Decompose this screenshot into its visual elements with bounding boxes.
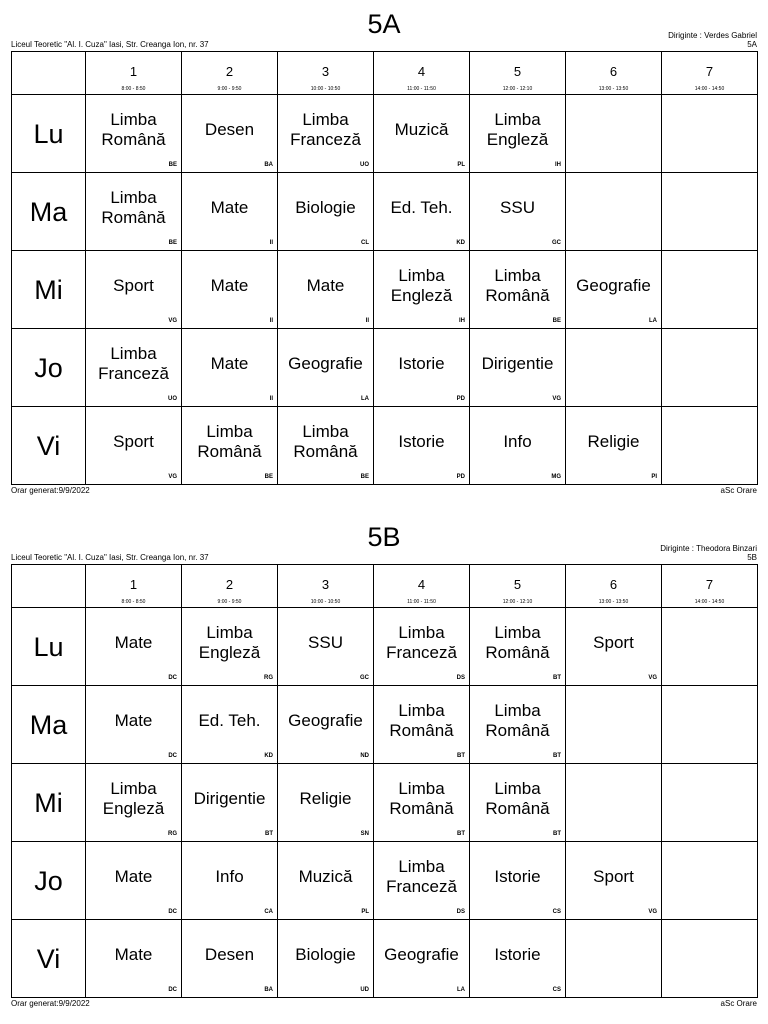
- period-time: 11:00 - 11:50: [407, 599, 436, 605]
- subject-name: Geografie: [288, 710, 363, 730]
- teacher-code: GC: [552, 240, 561, 246]
- day-label: Lu: [33, 631, 64, 662]
- period-time: 12:00 - 12:10: [502, 599, 533, 605]
- day-cell: [12, 686, 86, 764]
- day-row: [12, 608, 758, 686]
- subject-name: Geografie: [288, 353, 363, 373]
- lesson-cell: [470, 173, 566, 251]
- teacher-code: DS: [456, 675, 465, 681]
- subject-name: Info: [503, 431, 532, 451]
- subject-name: Muzică: [394, 119, 449, 139]
- lesson-cell: [470, 608, 566, 686]
- day-label: Vi: [36, 430, 61, 461]
- period-number: 5: [513, 64, 522, 79]
- lesson-cell: [662, 95, 758, 173]
- subject-name: SSU: [500, 197, 535, 217]
- period-header: [470, 565, 566, 608]
- lesson-cell: [182, 686, 278, 764]
- lesson-cell: [86, 608, 182, 686]
- lesson-cell: [662, 329, 758, 407]
- lesson-cell: [470, 251, 566, 329]
- lesson-cell: [278, 95, 374, 173]
- teacher-code: IH: [459, 318, 465, 324]
- teacher-code: KD: [264, 753, 273, 759]
- lesson-cell: [470, 329, 566, 407]
- day-label: Ma: [29, 709, 68, 740]
- teacher-code: II: [269, 240, 273, 246]
- diriginte-label: Diriginte : Verdes Gabriel: [668, 31, 757, 40]
- period-time: 13:00 - 13:50: [598, 86, 629, 92]
- timetable-grid: [11, 564, 758, 998]
- lesson-cell: [662, 608, 758, 686]
- period-number: 3: [321, 64, 330, 79]
- corner-cell: [12, 565, 86, 608]
- teacher-code: VG: [552, 396, 561, 402]
- teacher-code: RG: [264, 675, 273, 681]
- day-row: [12, 329, 758, 407]
- lesson-cell: [182, 407, 278, 485]
- period-header: [374, 565, 470, 608]
- school-name: Liceul Teoretic "Al. I. Cuza" Iasi, Str. Creanga Ion, nr. 37: [11, 40, 209, 49]
- teacher-code: BE: [168, 240, 177, 246]
- lesson-cell: [662, 407, 758, 485]
- day-row: [12, 764, 758, 842]
- lesson-cell: [374, 920, 470, 998]
- teacher-code: VG: [168, 318, 177, 324]
- header-row: [12, 52, 758, 95]
- lesson-cell: [182, 173, 278, 251]
- period-number: 5: [513, 577, 522, 592]
- day-label: Ma: [29, 196, 68, 227]
- teacher-code: BE: [552, 318, 561, 324]
- teacher-code: DC: [168, 753, 177, 759]
- subject-name: Mate: [210, 353, 249, 373]
- subject-name: Info: [215, 866, 244, 886]
- day-cell: [12, 608, 86, 686]
- lesson-cell: [374, 95, 470, 173]
- lesson-cell: [278, 842, 374, 920]
- period-time: 10:00 - 10:50: [310, 86, 341, 92]
- teacher-code: CS: [552, 987, 561, 993]
- lesson-cell: [374, 686, 470, 764]
- subject-name: Limba Română: [101, 187, 166, 227]
- teacher-code: UO: [168, 396, 177, 402]
- lesson-cell: [374, 329, 470, 407]
- period-header: [566, 52, 662, 95]
- lesson-cell: [86, 842, 182, 920]
- lesson-cell: [182, 842, 278, 920]
- lesson-cell: [182, 95, 278, 173]
- lesson-cell: [278, 329, 374, 407]
- timetable-block: [0, 0, 768, 510]
- lesson-cell: [470, 95, 566, 173]
- teacher-code: VG: [648, 675, 657, 681]
- period-time: 14:00 - 14:50: [694, 86, 725, 92]
- teacher-code: BE: [264, 474, 273, 480]
- lesson-cell: [86, 95, 182, 173]
- subject-name: Geografie: [384, 944, 459, 964]
- lesson-cell: [278, 608, 374, 686]
- period-header: [374, 52, 470, 95]
- class-code: 5B: [747, 553, 757, 562]
- lesson-cell: [566, 95, 662, 173]
- subject-name: Limba Engleză: [102, 778, 165, 818]
- teacher-code: BT: [553, 753, 561, 759]
- subject-name: Limba Engleză: [198, 622, 261, 662]
- period-number: 1: [129, 64, 138, 79]
- lesson-cell: [662, 842, 758, 920]
- lesson-cell: [374, 251, 470, 329]
- lesson-cell: [182, 920, 278, 998]
- day-cell: [12, 173, 86, 251]
- lesson-cell: [374, 173, 470, 251]
- lesson-cell: [470, 407, 566, 485]
- subject-name: Mate: [210, 275, 249, 295]
- subject-name: Istorie: [494, 944, 541, 964]
- teacher-code: PD: [456, 474, 465, 480]
- subject-name: Istorie: [398, 431, 445, 451]
- day-row: [12, 842, 758, 920]
- period-number: 7: [705, 64, 714, 79]
- subject-name: Dirigentie: [481, 353, 554, 373]
- lesson-cell: [182, 329, 278, 407]
- lesson-cell: [86, 686, 182, 764]
- subject-name: Limba Română: [485, 700, 550, 740]
- subject-name: Limba Franceză: [98, 343, 169, 383]
- subject-name: Mate: [306, 275, 345, 295]
- lesson-cell: [470, 842, 566, 920]
- subject-name: Religie: [299, 788, 352, 808]
- lesson-cell: [86, 173, 182, 251]
- period-header: [662, 565, 758, 608]
- subject-name: Limba Franceză: [386, 856, 457, 896]
- subject-name: Ed. Teh.: [390, 197, 453, 217]
- lesson-cell: [278, 920, 374, 998]
- lesson-cell: [374, 764, 470, 842]
- lesson-cell: [278, 686, 374, 764]
- period-number: 4: [417, 64, 426, 79]
- subject-name: Sport: [593, 632, 634, 652]
- lesson-cell: [374, 407, 470, 485]
- day-label: Jo: [34, 352, 63, 383]
- day-row: [12, 95, 758, 173]
- day-cell: [12, 920, 86, 998]
- subject-name: Mate: [114, 632, 153, 652]
- teacher-code: BT: [553, 831, 561, 837]
- lesson-cell: [278, 407, 374, 485]
- period-number: 6: [609, 64, 618, 79]
- period-number: 4: [417, 577, 426, 592]
- teacher-code: DS: [456, 909, 465, 915]
- subject-name: Desen: [204, 119, 255, 139]
- subject-name: Sport: [593, 866, 634, 886]
- teacher-code: BE: [360, 474, 369, 480]
- period-number: 2: [225, 577, 234, 592]
- lesson-cell: [662, 920, 758, 998]
- lesson-cell: [566, 329, 662, 407]
- day-label: Lu: [33, 118, 64, 149]
- teacher-code: PL: [361, 909, 369, 915]
- lesson-cell: [86, 329, 182, 407]
- header-row: [12, 565, 758, 608]
- teacher-code: IH: [555, 162, 561, 168]
- lesson-cell: [374, 608, 470, 686]
- teacher-code: BT: [553, 675, 561, 681]
- subject-name: Istorie: [494, 866, 541, 886]
- lesson-cell: [566, 764, 662, 842]
- lesson-cell: [662, 251, 758, 329]
- teacher-code: DC: [168, 909, 177, 915]
- teacher-code: LA: [457, 987, 465, 993]
- period-number: 3: [321, 577, 330, 592]
- period-header: [470, 52, 566, 95]
- lesson-cell: [566, 173, 662, 251]
- day-label: Mi: [34, 274, 63, 305]
- software-credit: aSc Orare: [720, 486, 757, 495]
- lesson-cell: [470, 920, 566, 998]
- teacher-code: PD: [456, 396, 465, 402]
- day-row: [12, 251, 758, 329]
- subject-name: Sport: [113, 275, 154, 295]
- period-header: [566, 565, 662, 608]
- subject-name: Limba Franceză: [290, 109, 361, 149]
- lesson-cell: [470, 764, 566, 842]
- teacher-code: KD: [456, 240, 465, 246]
- generated-date: Orar generat:9/9/2022: [11, 486, 90, 495]
- teacher-code: VG: [168, 474, 177, 480]
- period-header: [182, 52, 278, 95]
- lesson-cell: [86, 251, 182, 329]
- teacher-code: UD: [360, 987, 369, 993]
- teacher-code: UO: [360, 162, 369, 168]
- subject-name: Mate: [114, 710, 153, 730]
- subject-name: Dirigentie: [193, 788, 266, 808]
- period-time: 9:00 - 9:50: [217, 599, 242, 605]
- diriginte-label: Diriginte : Theodora Binzari: [660, 544, 757, 553]
- day-row: [12, 920, 758, 998]
- period-header: [86, 565, 182, 608]
- subject-name: Limba Română: [389, 700, 454, 740]
- subject-name: Mate: [114, 944, 153, 964]
- lesson-cell: [662, 686, 758, 764]
- lesson-cell: [566, 842, 662, 920]
- class-title: 5B: [367, 522, 401, 552]
- lesson-cell: [86, 764, 182, 842]
- subject-name: Biologie: [295, 197, 356, 217]
- period-header: [278, 52, 374, 95]
- lesson-cell: [662, 764, 758, 842]
- subject-name: Limba Română: [197, 421, 262, 461]
- period-header: [278, 565, 374, 608]
- subject-name: Mate: [210, 197, 249, 217]
- teacher-code: BT: [457, 831, 465, 837]
- lesson-cell: [278, 764, 374, 842]
- period-number: 1: [129, 577, 138, 592]
- subject-name: Limba Română: [293, 421, 358, 461]
- subject-name: Limba Română: [485, 622, 550, 662]
- subject-name: Sport: [113, 431, 154, 451]
- subject-name: Ed. Teh.: [198, 710, 261, 730]
- period-time: 14:00 - 14:50: [694, 599, 725, 605]
- day-row: [12, 686, 758, 764]
- subject-name: Limba Engleză: [486, 109, 549, 149]
- period-time: 8:00 - 8:50: [121, 86, 146, 92]
- day-label: Jo: [34, 865, 63, 896]
- lesson-cell: [566, 920, 662, 998]
- period-header: [182, 565, 278, 608]
- day-label: Vi: [36, 943, 61, 974]
- generated-date: Orar generat:9/9/2022: [11, 999, 90, 1008]
- teacher-code: SN: [360, 831, 369, 837]
- period-time: 13:00 - 13:50: [598, 599, 629, 605]
- day-cell: [12, 95, 86, 173]
- school-name: Liceul Teoretic "Al. I. Cuza" Iasi, Str. Creanga Ion, nr. 37: [11, 553, 209, 562]
- subject-name: Limba Franceză: [386, 622, 457, 662]
- timetable-grid: [11, 51, 758, 485]
- lesson-cell: [182, 764, 278, 842]
- lesson-cell: [662, 173, 758, 251]
- teacher-code: VG: [648, 909, 657, 915]
- period-time: 11:00 - 11:50: [407, 86, 436, 92]
- corner-cell: [12, 52, 86, 95]
- teacher-code: II: [269, 318, 273, 324]
- teacher-code: DC: [168, 675, 177, 681]
- lesson-cell: [566, 686, 662, 764]
- period-time: 8:00 - 8:50: [121, 599, 146, 605]
- teacher-code: LA: [649, 318, 657, 324]
- teacher-code: ND: [360, 753, 369, 759]
- teacher-code: MG: [551, 474, 561, 480]
- class-title: 5A: [367, 9, 401, 39]
- teacher-code: BA: [264, 162, 273, 168]
- lesson-cell: [278, 251, 374, 329]
- teacher-code: CL: [361, 240, 369, 246]
- period-number: 7: [705, 577, 714, 592]
- period-number: 6: [609, 577, 618, 592]
- day-cell: [12, 764, 86, 842]
- teacher-code: BA: [264, 987, 273, 993]
- teacher-code: GC: [360, 675, 369, 681]
- teacher-code: II: [269, 396, 273, 402]
- subject-name: Limba Română: [101, 109, 166, 149]
- teacher-code: BT: [265, 831, 273, 837]
- class-code: 5A: [747, 40, 757, 49]
- teacher-code: BT: [457, 753, 465, 759]
- period-header: [86, 52, 182, 95]
- subject-name: Desen: [204, 944, 255, 964]
- lesson-cell: [182, 608, 278, 686]
- teacher-code: PI: [651, 474, 657, 480]
- teacher-code: II: [365, 318, 369, 324]
- subject-name: Limba Engleză: [390, 265, 453, 305]
- teacher-code: DC: [168, 987, 177, 993]
- lesson-cell: [86, 920, 182, 998]
- day-row: [12, 173, 758, 251]
- period-time: 9:00 - 9:50: [217, 86, 242, 92]
- lesson-cell: [182, 251, 278, 329]
- day-label: Mi: [34, 787, 63, 818]
- teacher-code: CS: [552, 909, 561, 915]
- teacher-code: RG: [168, 831, 177, 837]
- software-credit: aSc Orare: [720, 999, 757, 1008]
- lesson-cell: [566, 608, 662, 686]
- subject-name: Religie: [587, 431, 640, 451]
- subject-name: Geografie: [576, 275, 651, 295]
- period-number: 2: [225, 64, 234, 79]
- day-cell: [12, 251, 86, 329]
- teacher-code: LA: [361, 396, 369, 402]
- lesson-cell: [278, 173, 374, 251]
- day-row: [12, 407, 758, 485]
- lesson-cell: [566, 251, 662, 329]
- period-time: 12:00 - 12:10: [502, 86, 533, 92]
- lesson-cell: [566, 407, 662, 485]
- day-cell: [12, 407, 86, 485]
- subject-name: Limba Română: [485, 265, 550, 305]
- lesson-cell: [470, 686, 566, 764]
- subject-name: Mate: [114, 866, 153, 886]
- lesson-cell: [374, 842, 470, 920]
- lesson-cell: [86, 407, 182, 485]
- subject-name: SSU: [308, 632, 343, 652]
- teacher-code: CA: [264, 909, 273, 915]
- subject-name: Biologie: [295, 944, 356, 964]
- period-time: 10:00 - 10:50: [310, 599, 341, 605]
- day-cell: [12, 329, 86, 407]
- teacher-code: PL: [457, 162, 465, 168]
- teacher-code: BE: [168, 162, 177, 168]
- subject-name: Limba Română: [389, 778, 454, 818]
- subject-name: Muzică: [298, 866, 353, 886]
- subject-name: Istorie: [398, 353, 445, 373]
- day-cell: [12, 842, 86, 920]
- period-header: [662, 52, 758, 95]
- timetable-block: [0, 513, 768, 1023]
- subject-name: Limba Română: [485, 778, 550, 818]
